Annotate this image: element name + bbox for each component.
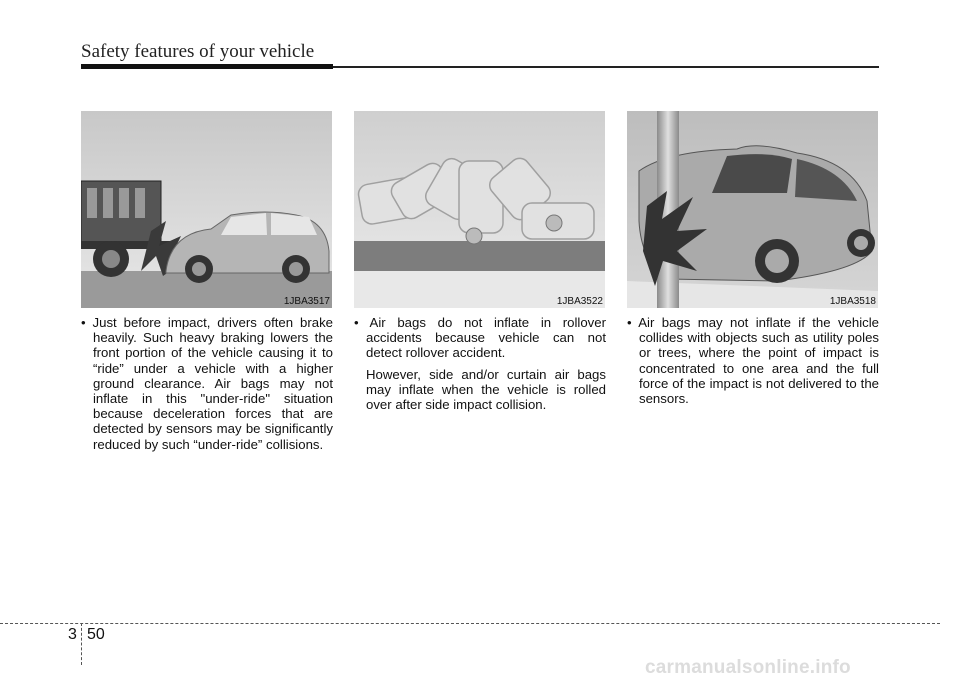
paragraph-text: However, side and/or curtain air bags may inflate when the vehicle is rolled over after side impact collision. <box>366 366 606 413</box>
column-rollover <box>354 315 606 412</box>
footer-divider <box>81 623 82 665</box>
figure-code: 1JBA3518 <box>829 296 876 307</box>
figure-code: 1JBA3522 <box>556 296 603 307</box>
page-number: 50 <box>87 626 105 643</box>
watermark: carmanualsonline.info <box>645 657 851 678</box>
column-under-ride <box>81 315 333 458</box>
bullet-text: • Just before impact, drivers often brake heavily. Such heavy braking lowers the front portion of the vehicle causing it to “ride” under a vehicle with a higher ground clearance. Air bags may not inflate in this "under-ride" situation because deceleration forces that are detected by sensors may be significantly reduced by such “under-ride” collisions. <box>81 315 333 452</box>
page-header-title: Safety features of your vehicle <box>81 41 315 62</box>
rollover-illustration <box>354 111 605 308</box>
column-pole-collision <box>627 315 879 412</box>
figure-under-ride <box>81 111 332 308</box>
chapter-number: 3 <box>68 626 77 643</box>
figure-rollover <box>354 111 605 308</box>
pole-collision-illustration <box>627 111 878 308</box>
footer-rule <box>0 623 940 624</box>
figure-code: 1JBA3517 <box>283 296 330 307</box>
bullet-text: • Air bags may not inflate if the vehicle collides with objects such as utility poles or trees, where the point of impact is concentrated to one area and the full force of the impact is not delivered to the sensors. <box>627 315 879 407</box>
under-ride-illustration <box>81 111 332 308</box>
bullet-text: • Air bags do not inflate in rollover accidents because vehicle can not detect rollover accident. <box>354 315 606 361</box>
header-rule-accent <box>81 64 333 69</box>
figure-pole-collision <box>627 111 878 308</box>
